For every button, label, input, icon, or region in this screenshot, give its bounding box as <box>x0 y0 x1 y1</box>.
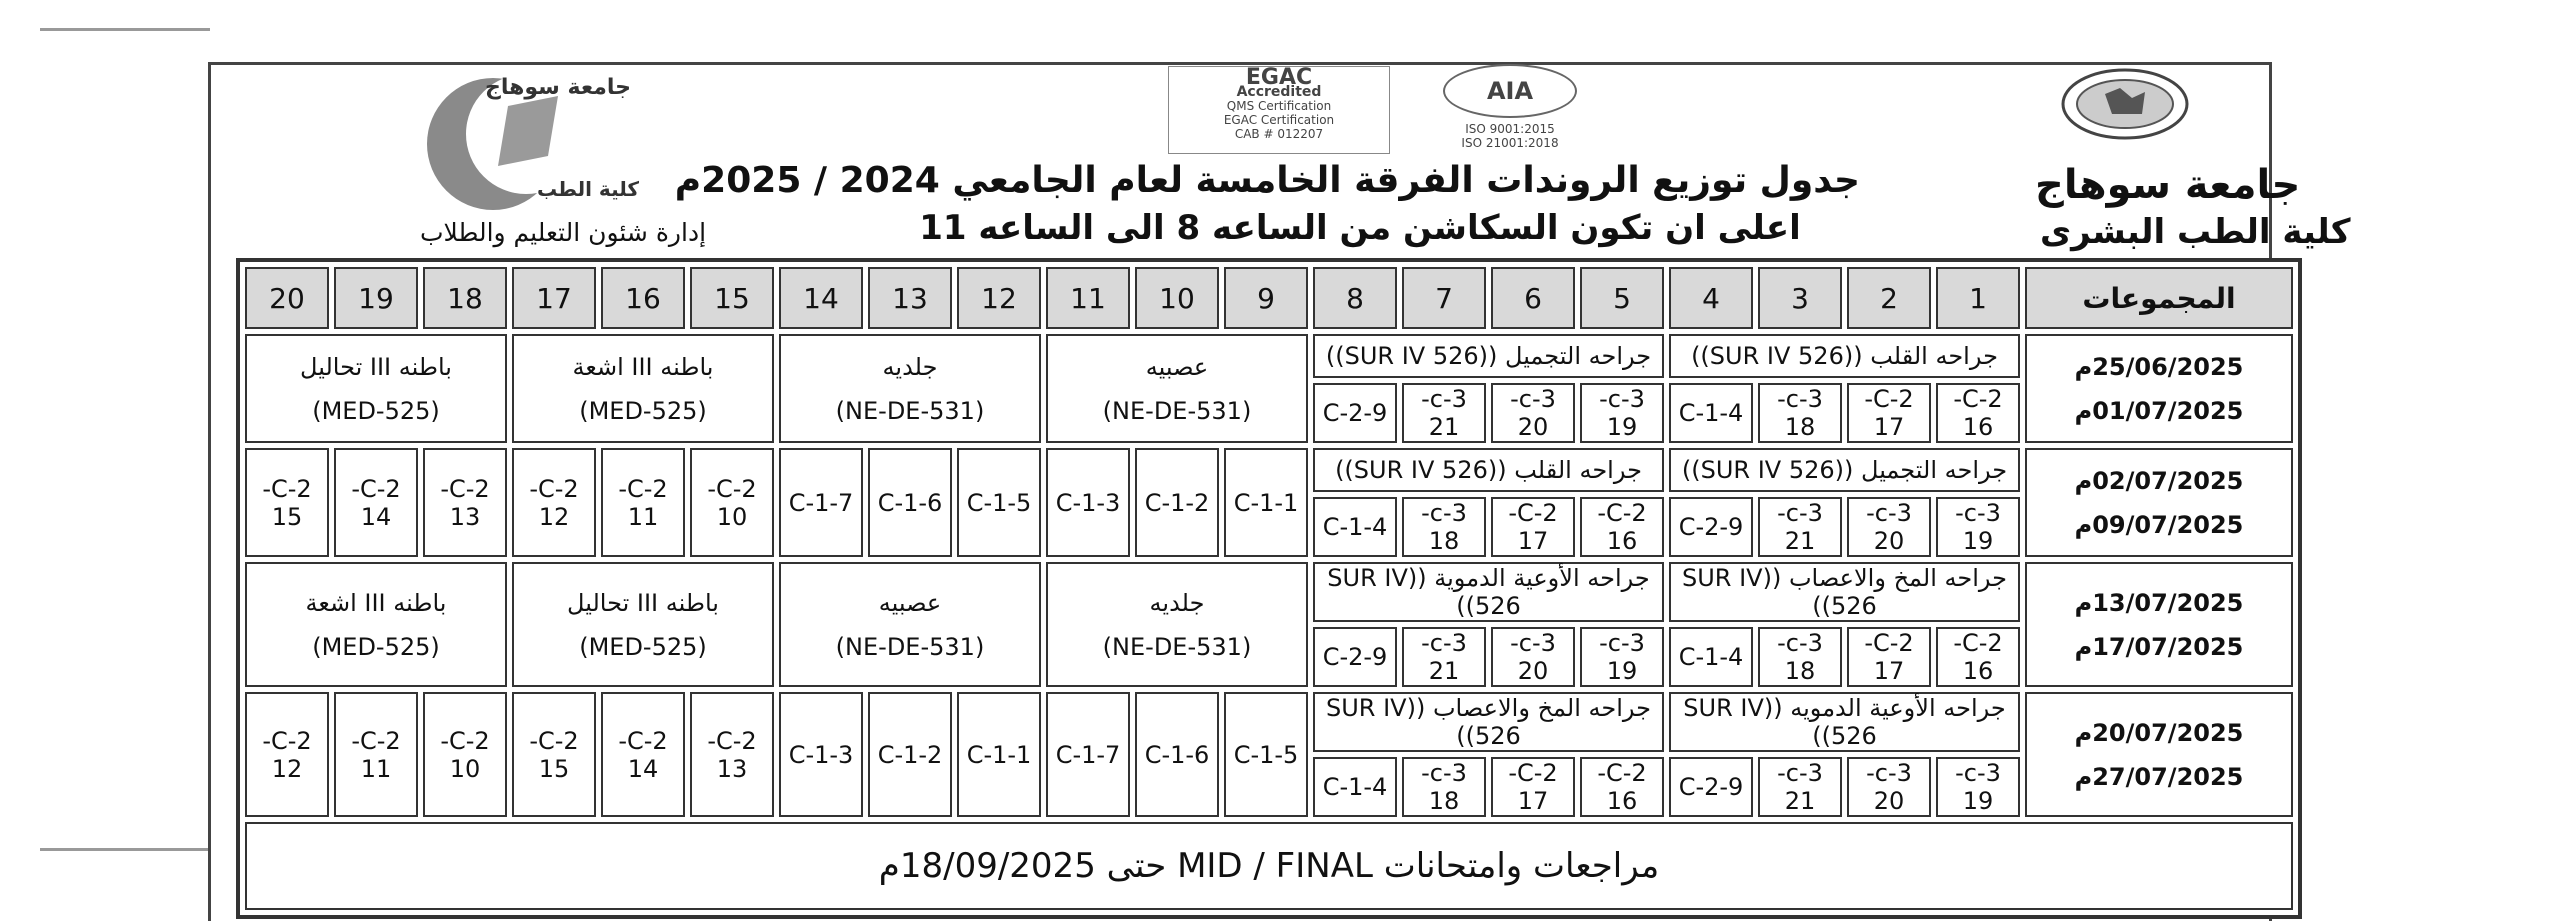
schedule-row <box>245 334 2293 378</box>
group-number: 7 <box>1402 267 1486 329</box>
exam-note: مراجعات وامتحانات MID / FINAL حتى 18/09/2025م <box>245 822 2293 910</box>
section-code: C-1-7 <box>779 448 863 557</box>
surgery-rotation-title: جراحه القلب ((SUR IV 526)) <box>1669 334 2020 378</box>
section-code: C-1-6 <box>1135 692 1219 817</box>
department-name: إدارة شئون التعليم والطلاب <box>420 218 707 247</box>
section-code: C-2- 12 <box>512 448 596 557</box>
rotation-schedule-table <box>240 262 2298 915</box>
group-number: 6 <box>1491 267 1575 329</box>
section-code: C-2- 14 <box>601 692 685 817</box>
section-code: C-2- 17 <box>1847 627 1931 687</box>
section-code: C-1-3 <box>1046 448 1130 557</box>
groups-header-row <box>245 267 2293 329</box>
section-code: c-3- 18 <box>1758 383 1842 443</box>
section-code: C-2- 13 <box>690 692 774 817</box>
section-code: C-1-2 <box>1135 448 1219 557</box>
group-number: 5 <box>1580 267 1664 329</box>
rotation-block: باطنه III اشعة (MED-525) <box>245 562 507 687</box>
section-code: C-2- 16 <box>1580 757 1664 817</box>
cert-aia-line2: ISO 21001:2018 <box>1461 136 1559 150</box>
page-subtitle: اعلى ان تكون السكاشن من الساعه 8 الى الساعه 11 <box>919 208 1801 248</box>
section-code: C-1-2 <box>868 692 952 817</box>
group-number: 8 <box>1313 267 1397 329</box>
section-code: C-1-4 <box>1669 383 1753 443</box>
rotation-block: عصبيه (NE-DE-531) <box>779 562 1041 687</box>
section-code: C-1-7 <box>1046 692 1130 817</box>
section-code: C-1-1 <box>957 692 1041 817</box>
section-code: C-2-9 <box>1313 627 1397 687</box>
rotation-block: باطنه III تحاليل (MED-525) <box>245 334 507 443</box>
section-code: c-3- 19 <box>1936 757 2020 817</box>
section-code: C-2- 15 <box>245 448 329 557</box>
section-code: c-3- 21 <box>1758 497 1842 557</box>
section-code: C-1-6 <box>868 448 952 557</box>
section-code: C-2- 16 <box>1936 383 2020 443</box>
date-range: 20/07/2025م 27/07/2025م <box>2025 692 2293 817</box>
section-code: c-3- 20 <box>1491 627 1575 687</box>
schedule-row <box>245 562 2293 622</box>
university-name: جامعة سوهاج <box>2035 162 2301 208</box>
section-code: C-1-5 <box>1224 692 1308 817</box>
section-code: c-3- 21 <box>1402 383 1486 443</box>
cert-egac-name: EGAC <box>1245 65 1313 90</box>
section-code: c-3- 19 <box>1936 497 2020 557</box>
date-range: 02/07/2025م 09/07/2025م <box>2025 448 2293 557</box>
logo-left-title: جامعة سوهاج <box>485 75 631 100</box>
group-number: 17 <box>512 267 596 329</box>
section-code: C-1-1 <box>1224 448 1308 557</box>
section-code: c-3- 21 <box>1758 757 1842 817</box>
group-number: 20 <box>245 267 329 329</box>
surgery-rotation-title: جراحه المخ والاعصاب ((SUR IV 526)) <box>1313 692 1664 752</box>
section-code: c-3- 18 <box>1758 627 1842 687</box>
section-code: C-2- 11 <box>601 448 685 557</box>
section-code: C-2- 17 <box>1491 497 1575 557</box>
cert-logo-egac <box>1168 66 1390 154</box>
cert-egac-line3: CAB # 012207 <box>1234 127 1324 141</box>
section-code: C-2- 15 <box>512 692 596 817</box>
section-code: C-2- 13 <box>423 448 507 557</box>
rotation-block: باطنه III تحاليل (MED-525) <box>512 562 774 687</box>
group-number: 4 <box>1669 267 1753 329</box>
section-code: C-2- 10 <box>690 448 774 557</box>
section-code: C-2- 17 <box>1847 383 1931 443</box>
faculty-logo-icon <box>398 66 698 216</box>
schedule-row <box>245 448 2293 492</box>
surgery-rotation-title: جراحه التجميل ((SUR IV 526)) <box>1669 448 2020 492</box>
university-seal-icon <box>2050 68 2200 148</box>
section-code: c-3- 19 <box>1580 627 1664 687</box>
footer-row <box>245 822 2293 910</box>
section-code: C-1-4 <box>1313 757 1397 817</box>
cert-aia-name: AIA <box>1443 64 1577 118</box>
section-code: C-1-3 <box>779 692 863 817</box>
group-number: 12 <box>957 267 1041 329</box>
cert-egac-line2: EGAC Certification <box>1223 113 1335 127</box>
group-number: 19 <box>334 267 418 329</box>
section-code: C-2- 16 <box>1580 497 1664 557</box>
section-code: C-1-4 <box>1313 497 1397 557</box>
group-number: 14 <box>779 267 863 329</box>
faculty-name: كلية الطب البشرى <box>2040 212 2351 252</box>
section-code: c-3- 18 <box>1402 497 1486 557</box>
group-number: 13 <box>868 267 952 329</box>
section-code: C-2-9 <box>1669 757 1753 817</box>
section-code: C-2-9 <box>1313 383 1397 443</box>
group-number: 16 <box>601 267 685 329</box>
surgery-rotation-title: جراحه التجميل ((SUR IV 526)) <box>1313 334 1664 378</box>
scan-mark <box>40 28 210 31</box>
section-code: c-3- 20 <box>1491 383 1575 443</box>
group-number: 10 <box>1135 267 1219 329</box>
surgery-rotation-title: جراحه الأوعية الدمويه ((SUR IV 526)) <box>1669 692 2020 752</box>
scan-mark <box>40 848 210 851</box>
surgery-rotation-title: جراحه المخ والاعصاب ((SUR IV 526)) <box>1669 562 2020 622</box>
section-code: C-2- 17 <box>1491 757 1575 817</box>
group-number: 15 <box>690 267 774 329</box>
cert-egac-line1: QMS Certification <box>1226 99 1332 113</box>
group-number: 1 <box>1936 267 2020 329</box>
cert-logo-aia <box>1430 64 1590 152</box>
section-code: c-3- 19 <box>1580 383 1664 443</box>
date-range: 25/06/2025م 01/07/2025م <box>2025 334 2293 443</box>
date-range: 13/07/2025م 17/07/2025م <box>2025 562 2293 687</box>
section-code: C-1-4 <box>1669 627 1753 687</box>
logo-left-subtitle: كلية الطب <box>536 177 640 201</box>
rotation-block: جلديه (NE-DE-531) <box>779 334 1041 443</box>
group-number: 3 <box>1758 267 1842 329</box>
section-code: c-3- 20 <box>1847 757 1931 817</box>
schedule-row <box>245 692 2293 752</box>
surgery-rotation-title: جراحه الأوعية الدموية ((SUR IV 526)) <box>1313 562 1664 622</box>
section-code: C-2- 10 <box>423 692 507 817</box>
group-number: 2 <box>1847 267 1931 329</box>
rotation-block: جلديه (NE-DE-531) <box>1046 562 1308 687</box>
cert-egac-accredited: Accredited <box>1236 84 1322 100</box>
page-title: جدول توزيع الروندات الفرقة الخامسة لعام الجامعي 2024 / 2025م <box>674 160 1860 201</box>
groups-label: المجموعات <box>2025 267 2293 329</box>
section-code: C-2- 12 <box>245 692 329 817</box>
section-code: C-1-5 <box>957 448 1041 557</box>
section-code: C-2- 16 <box>1936 627 2020 687</box>
section-code: C-2- 11 <box>334 692 418 817</box>
surgery-rotation-title: جراحه القلب ((SUR IV 526)) <box>1313 448 1664 492</box>
section-code: c-3- 21 <box>1402 627 1486 687</box>
section-code: c-3- 18 <box>1402 757 1486 817</box>
rotation-block: باطنه III اشعة (MED-525) <box>512 334 774 443</box>
section-code: c-3- 20 <box>1847 497 1931 557</box>
rotation-block: عصبيه (NE-DE-531) <box>1046 334 1308 443</box>
section-code: C-2- 14 <box>334 448 418 557</box>
section-code: C-2-9 <box>1669 497 1753 557</box>
group-number: 18 <box>423 267 507 329</box>
cert-aia-line1: ISO 9001:2015 <box>1465 122 1555 136</box>
group-number: 11 <box>1046 267 1130 329</box>
group-number: 9 <box>1224 267 1308 329</box>
